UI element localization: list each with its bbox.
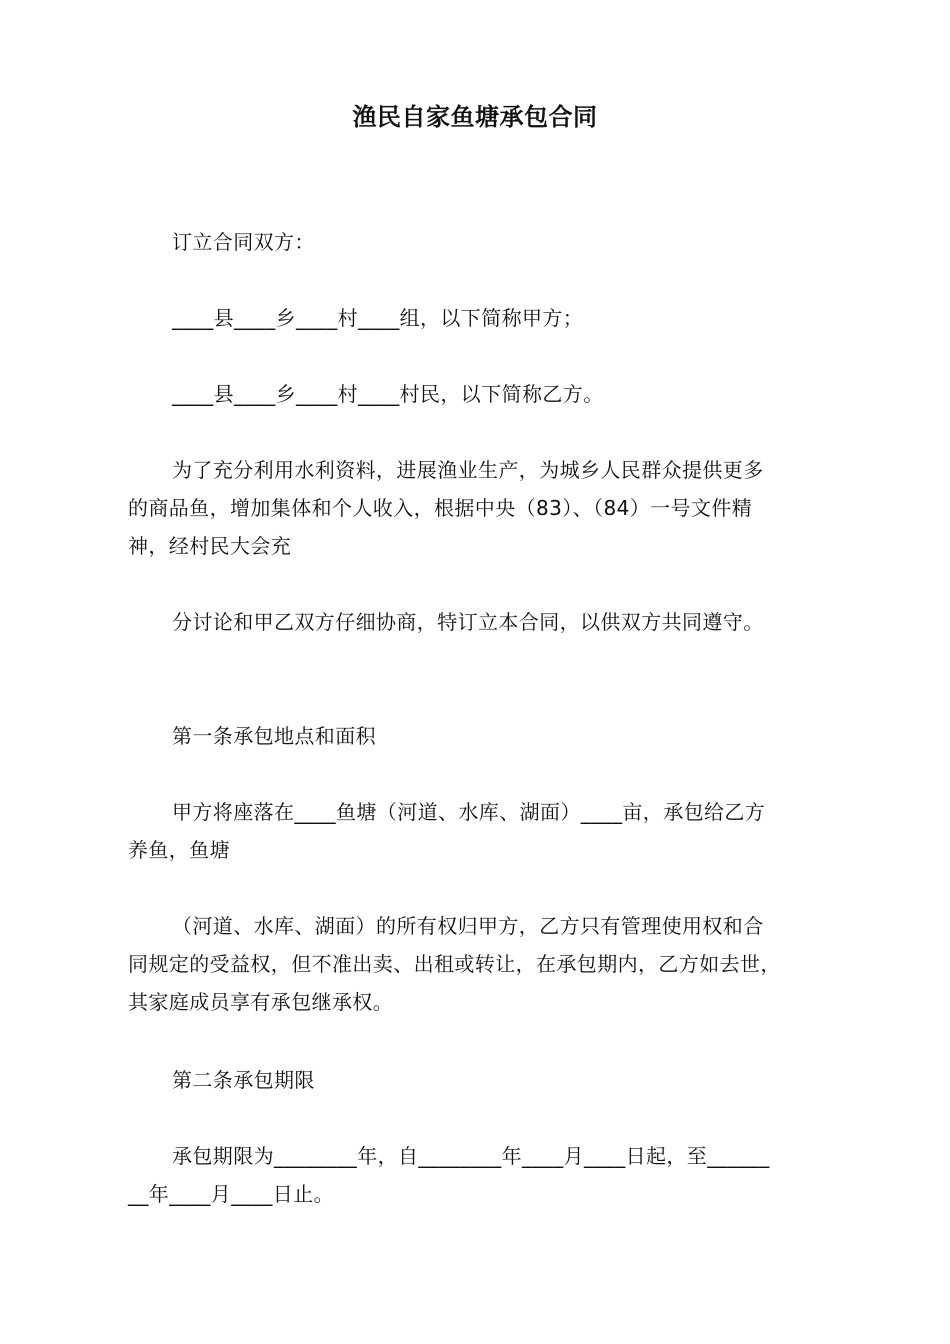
text-line: __年____月____日止。: [128, 1182, 334, 1206]
paragraph-party-a: [128, 299, 822, 337]
article-2-heading: [128, 1061, 822, 1099]
text-line: 为了充分利用水利资料，进展渔业生产，为城乡人民群众提供更多: [172, 458, 764, 482]
paragraph-parties-intro: [128, 223, 822, 261]
paragraph-term: [128, 1137, 822, 1213]
text-line: ____县____乡____村____村民，以下简称乙方。: [172, 382, 604, 406]
paragraph-location-area: [128, 793, 822, 869]
text-line: 第二条承包期限: [172, 1068, 315, 1092]
text-line: ____县____乡____村____组，以下简称甲方；: [172, 306, 584, 330]
text-line: 养鱼，鱼塘: [128, 838, 230, 862]
text-line: 甲方将座落在____鱼塘（河道、水库、湖面）____亩，承包给乙方: [172, 800, 766, 824]
text-line: 同规定的受益权，但不准出卖、出租或转让，在承包期内，乙方如去世，: [128, 952, 781, 976]
paragraph-purpose: [128, 451, 822, 565]
text-line: 订立合同双方：: [172, 230, 315, 254]
paragraph-ownership: [128, 907, 822, 1021]
text-line: 的商品鱼，增加集体和个人收入，根据中央（83）、（84）一号文件精: [128, 496, 753, 520]
paragraph-purpose-continued: [128, 603, 822, 641]
text-line: 其家庭成员享有承包继承权。: [128, 990, 394, 1014]
text-line: （河道、水库、湖面）的所有权归甲方，乙方只有管理使用权和合: [172, 914, 764, 938]
article-1-heading: [128, 717, 822, 755]
paragraph-party-b: [128, 375, 822, 413]
text-line: 第一条承包地点和面积: [172, 724, 376, 748]
document-title: 渔民自家鱼塘承包合同: [352, 103, 598, 131]
text-line: 神，经村民大会充: [128, 534, 292, 558]
text-line: 分讨论和甲乙双方仔细协商，特订立本合同，以供双方共同遵守。: [172, 610, 764, 634]
text-line: 承包期限为________年，自________年____月____日起，至______: [172, 1144, 770, 1168]
